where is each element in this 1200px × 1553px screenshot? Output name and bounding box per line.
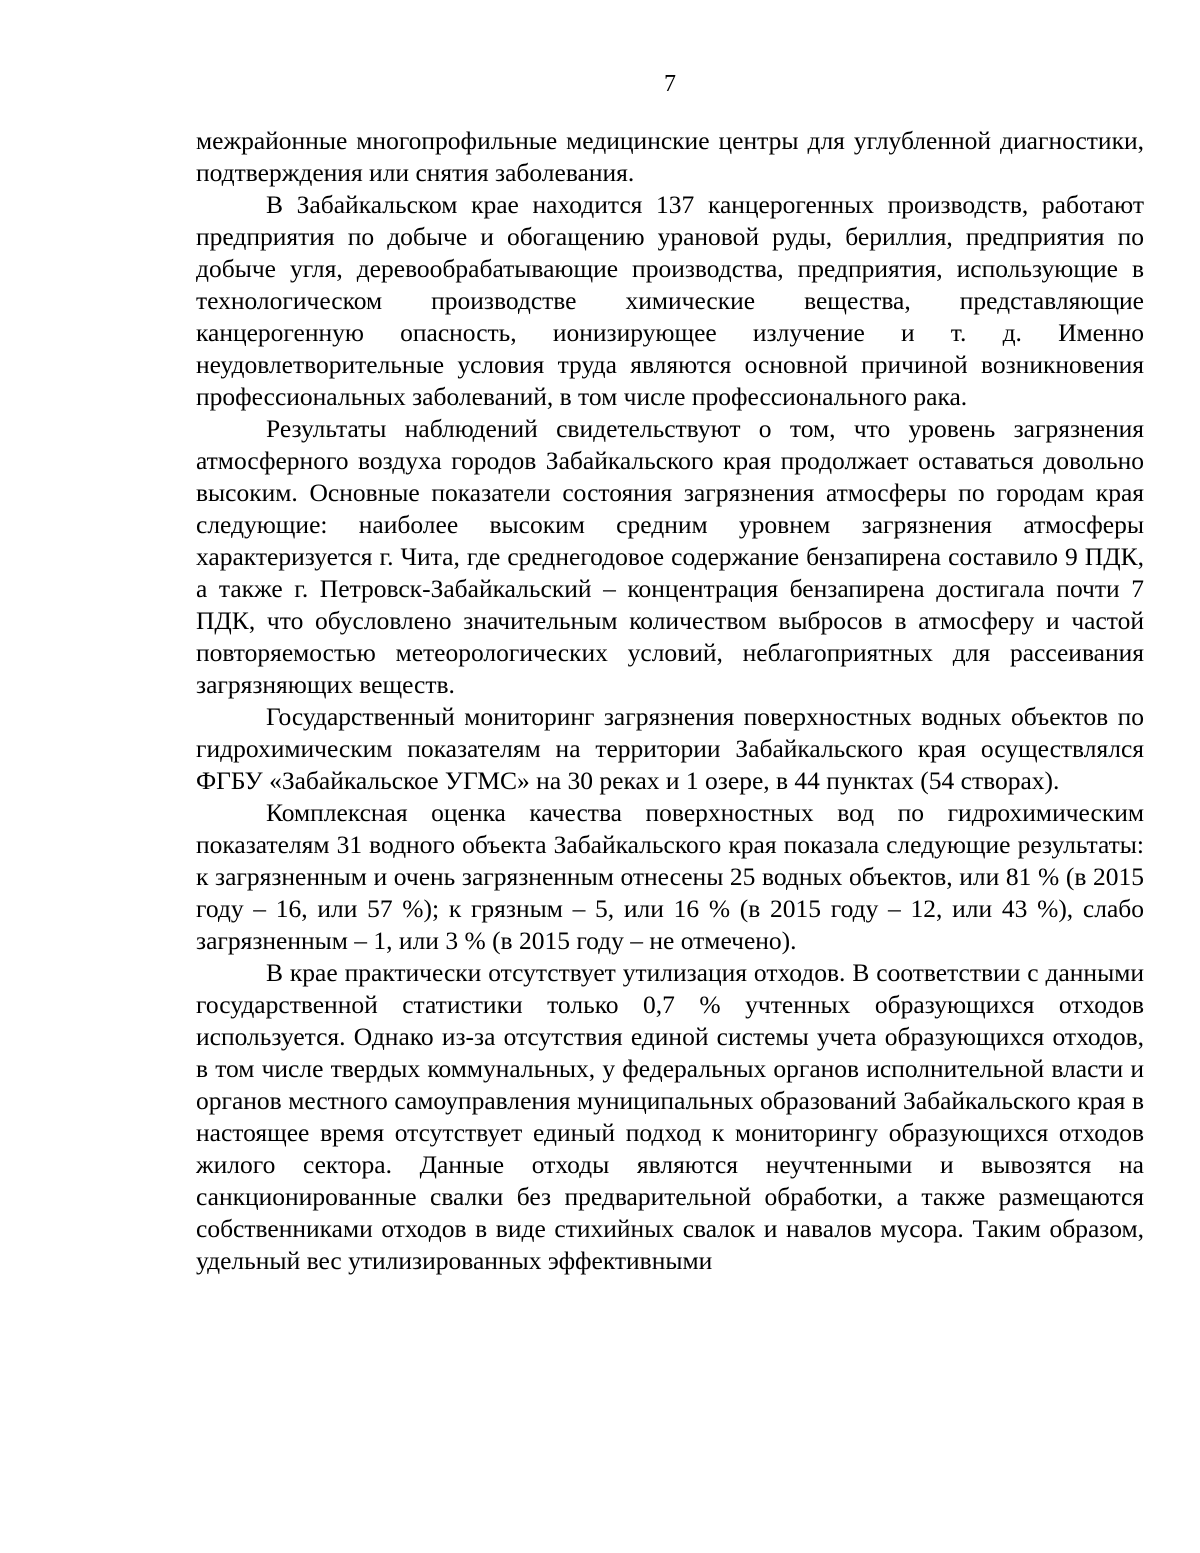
document-body: [196, 125, 1144, 1277]
paragraph-water-monitoring: Государственный мониторинг загрязнения поверхностных водных объектов по гидрохимическим показателям на территории Забайкальского края осуществлялся ФГБУ «Забайкальское УГМС» на 30 реках и 1 озере, в 44 пунктах (54 створах).: [196, 702, 1144, 795]
paragraph-continuation: межрайонные многопрофильные медицинские центры для углубленной диагностики, подтверждения или снятия заболевания.: [196, 126, 1144, 187]
paragraph-air-pollution: Результаты наблюдений свидетельствуют о том, что уровень загрязнения атмосферного воздуха городов Забайкальского края продолжает оставаться довольно высоким. Основные показатели состояния загрязнения атмосферы по городам края следующие: наиболее высоким средним уровнем загрязнения атмосферы характеризуется г. Чита, где среднегодовое содержание бензапирена составило 9 ПДК, а также г. Петровск-Забайкальский – концентрация бензапирена достигала почти 7 ПДК, что обусловлено значительным количеством выбросов в атмосферу и частой повторяемостью метеорологических условий, неблагоприятных для рассеивания загрязняющих веществ.: [196, 414, 1144, 699]
paragraph-water-quality-assessment: Комплексная оценка качества поверхностных вод по гидрохимическим показателям 31 водного объекта Забайкальского края показала следующие результаты: к загрязненным и очень загрязненным отнесены 25 водных объектов, или 81 % (в 2015 году – 16, или 57 %); к грязным – 5, или 16 % (в 2015 году – 12, или 43 %), слабо загрязненным – 1, или 3 % (в 2015 году – не отмечено).: [196, 798, 1144, 955]
paragraph-carcinogenic-production: В Забайкальском крае находится 137 канцерогенных производств, работают предприятия по добыче и обогащению урановой руды, бериллия, предприятия по добыче угля, деревообрабатывающие производства, предприятия, использующие в технологическом производстве химические вещества, представляющие канцерогенную опасность, ионизирующее излучение и т. д. Именно неудовлетворительные условия труда являются основной причиной возникновения профессиональных заболеваний, в том числе профессионального рака.: [196, 190, 1144, 411]
paragraph-waste-utilization: В крае практически отсутствует утилизация отходов. В соответствии с данными государственной статистики только 0,7 % учтенных образующихся отходов используется. Однако из-за отсутствия единой системы учета образующихся отходов, в том числе твердых коммунальных, у федеральных органов исполнительной власти и органов местного самоуправления муниципальных образований Забайкальского края в настоящее время отсутствует единый подход к мониторингу образующихся отходов жилого сектора. Данные отходы являются неучтенными и вывозятся на санкционированные свалки без предварительной обработки, а также размещаются собственниками отходов в виде стихийных свалок и навалов мусора. Таким образом, удельный вес утилизированных эффективными: [196, 958, 1144, 1275]
page-number: 7: [664, 71, 676, 97]
